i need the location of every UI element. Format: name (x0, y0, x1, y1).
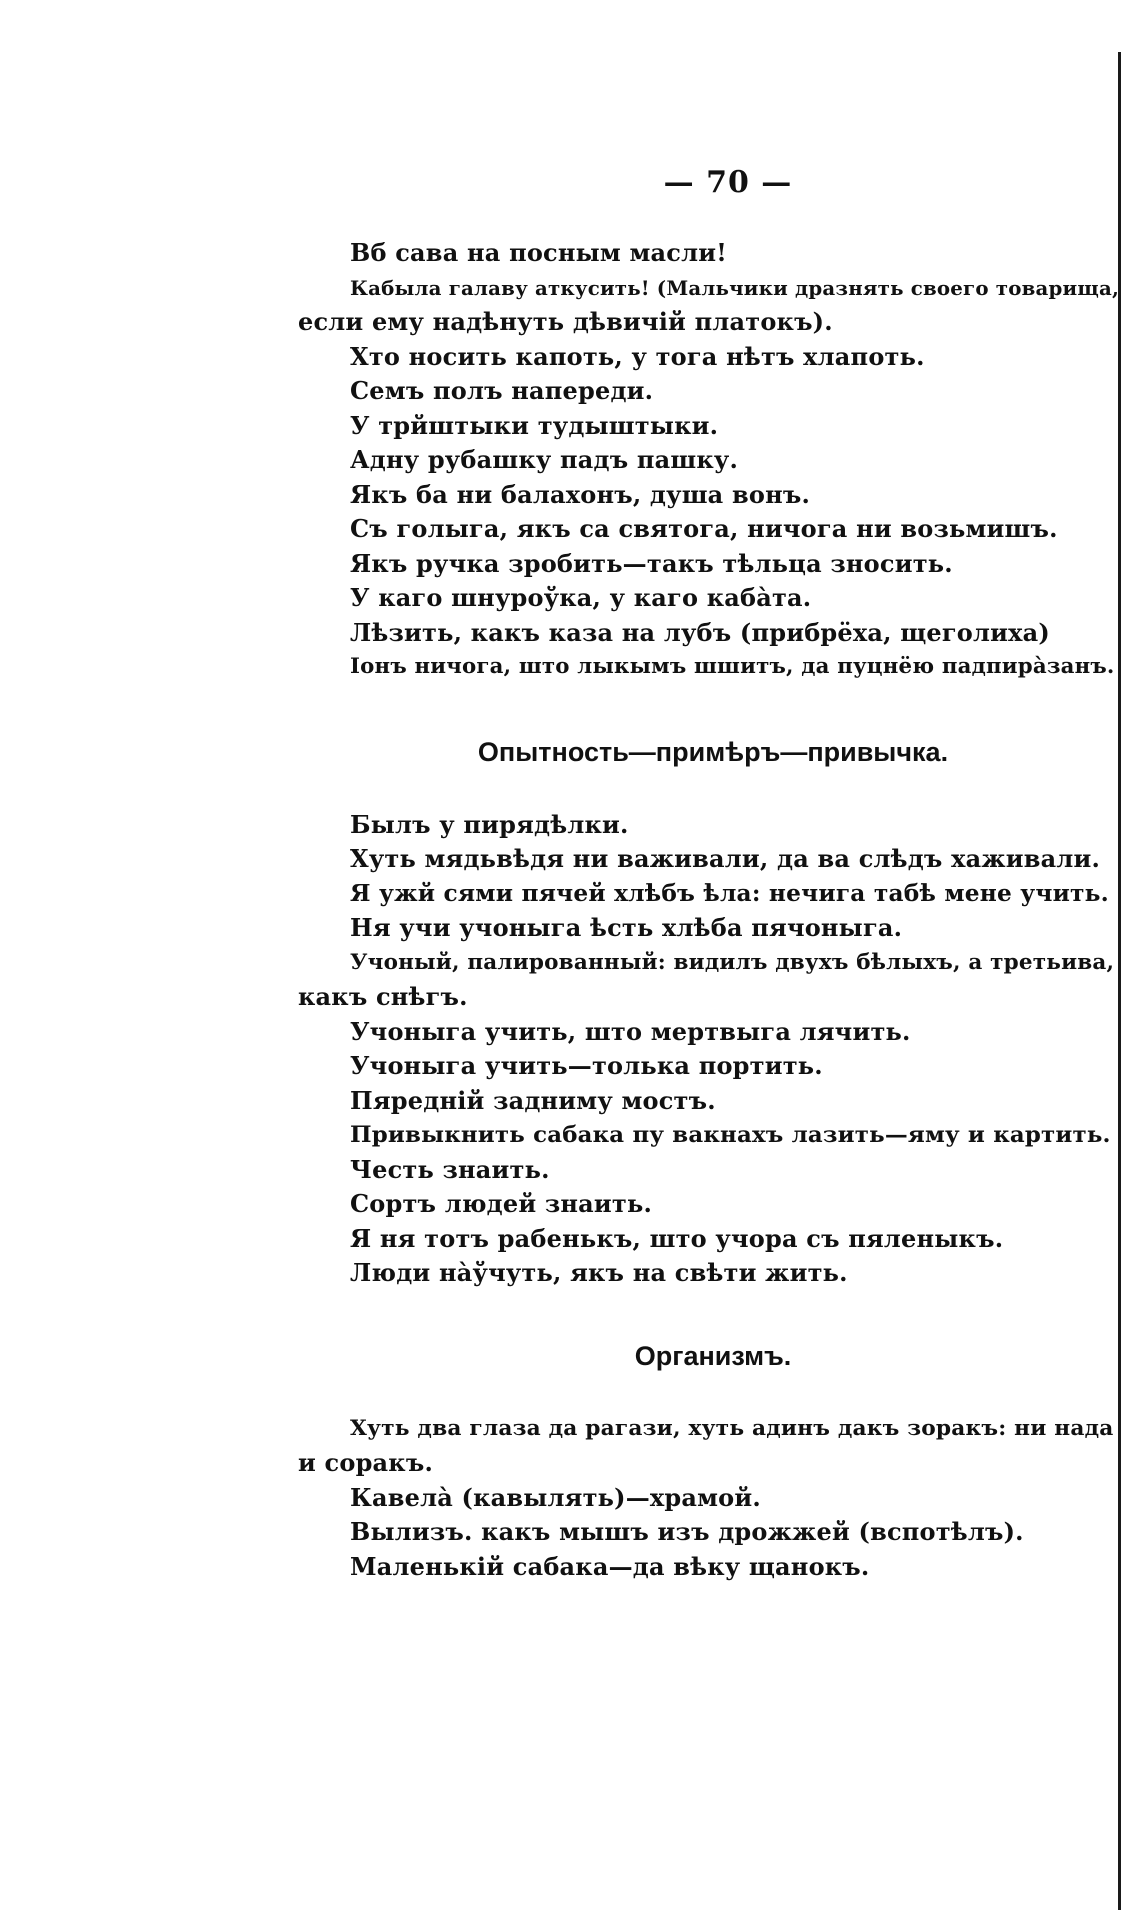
proverb-line: Съ голыга, якъ са святога, ничога ни возьмишъ. (350, 514, 1058, 543)
proverb-line: У трйштыки тудыштыки. (350, 410, 719, 440)
proverb-line: Вылизъ. какъ мышъ изъ дрожжей (вспотѣлъ). (350, 1517, 1024, 1546)
proverb-line: Сортъ людей знаить. (350, 1189, 653, 1218)
proverb-line: Хуть мядьвѣдя ни важивали, да ва слѣдъ хаживали. (350, 844, 1101, 873)
proverb-line: Учоныга учить—толька портить. (350, 1051, 823, 1080)
section-heading-experience: Опытность—примѣръ—привычка. (477, 736, 949, 767)
proverb-line: Пяреднiй задниму мостъ. (350, 1085, 716, 1115)
proverb-line: Хуть два глаза да рагази, хуть адинъ дакъ зоракъ: ни нада (350, 1415, 1114, 1441)
proverb-line: Маленькiй сабака—да вѣку щанокъ. (350, 1551, 870, 1581)
proverb-line: Кабыла галаву аткусить! (Мальчики дразнять своего товарища, (350, 275, 1120, 300)
proverb-list-intro (298, 236, 1120, 685)
proverb-line: Якъ ручка зробить—такъ тѣльца зносить. (350, 548, 953, 578)
proverb-line: Я ня тотъ рабенькъ, што учора съ пяленыкъ. (350, 1223, 1004, 1253)
section-heading-organism: Организмъ. (634, 1340, 792, 1371)
proverb-line: Вб сава на посным масли! (350, 238, 727, 267)
page-edge-rule (1118, 52, 1121, 1910)
proverb-line: Учоныга учить, што мертвыга лячить. (350, 1016, 911, 1046)
proverb-line: Семъ полъ напереди. (350, 376, 654, 405)
proverb-line: Я ужй сями пячей хлѣбъ ѣла: нечига табѣ мене учить. (350, 879, 1109, 907)
proverb-line: Честь знаить. (350, 1154, 550, 1184)
proverb-line: Адну рубашку падъ пашку. (350, 445, 739, 474)
proverb-line: Кавелà (кавылять)—храмой. (350, 1482, 761, 1512)
proverb-line: Хто носить капоть, у тога нѣтъ хлапоть. (350, 341, 925, 371)
proverb-line: Ня учи учоныга ѣсть хлѣба пячоныга. (350, 913, 903, 942)
proverb-line-continuation: какъ снѣгъ. (298, 982, 468, 1011)
proverb-line: Iонъ ничога, што лыкымъ шшитъ, да пуцнёю падпирàзанъ. (350, 654, 1115, 679)
proverb-line: Люди нàўчуть, якъ на свѣти жить. (350, 1258, 848, 1287)
proverb-list-organism (298, 1412, 1114, 1585)
proverb-line: Учоный, палированный: видилъ двухъ бѣлыхъ, а третьива, (350, 949, 1115, 975)
page-number: — 70 — (663, 165, 793, 200)
book-page (298, 165, 1120, 1584)
proverb-list-experience (298, 808, 1115, 1291)
proverb-line: Якъ ба ни балахонъ, душа вонъ. (350, 479, 811, 509)
proverb-line: Привыкнить сабака пу вакнахъ лазить—яму и картить. (350, 1122, 1111, 1148)
proverb-line-continuation: если ему надѣнуть дѣвичiй платокъ). (298, 307, 833, 336)
proverb-line: У каго шнуроўка, у каго кабàта. (350, 583, 812, 612)
proverb-line: Былъ у пирядѣлки. (350, 809, 629, 839)
proverb-line: Лѣзить, какъ каза на лубъ (прибрёха, щеголиха) (350, 617, 1050, 647)
proverb-line-continuation: и соракъ. (298, 1448, 434, 1477)
